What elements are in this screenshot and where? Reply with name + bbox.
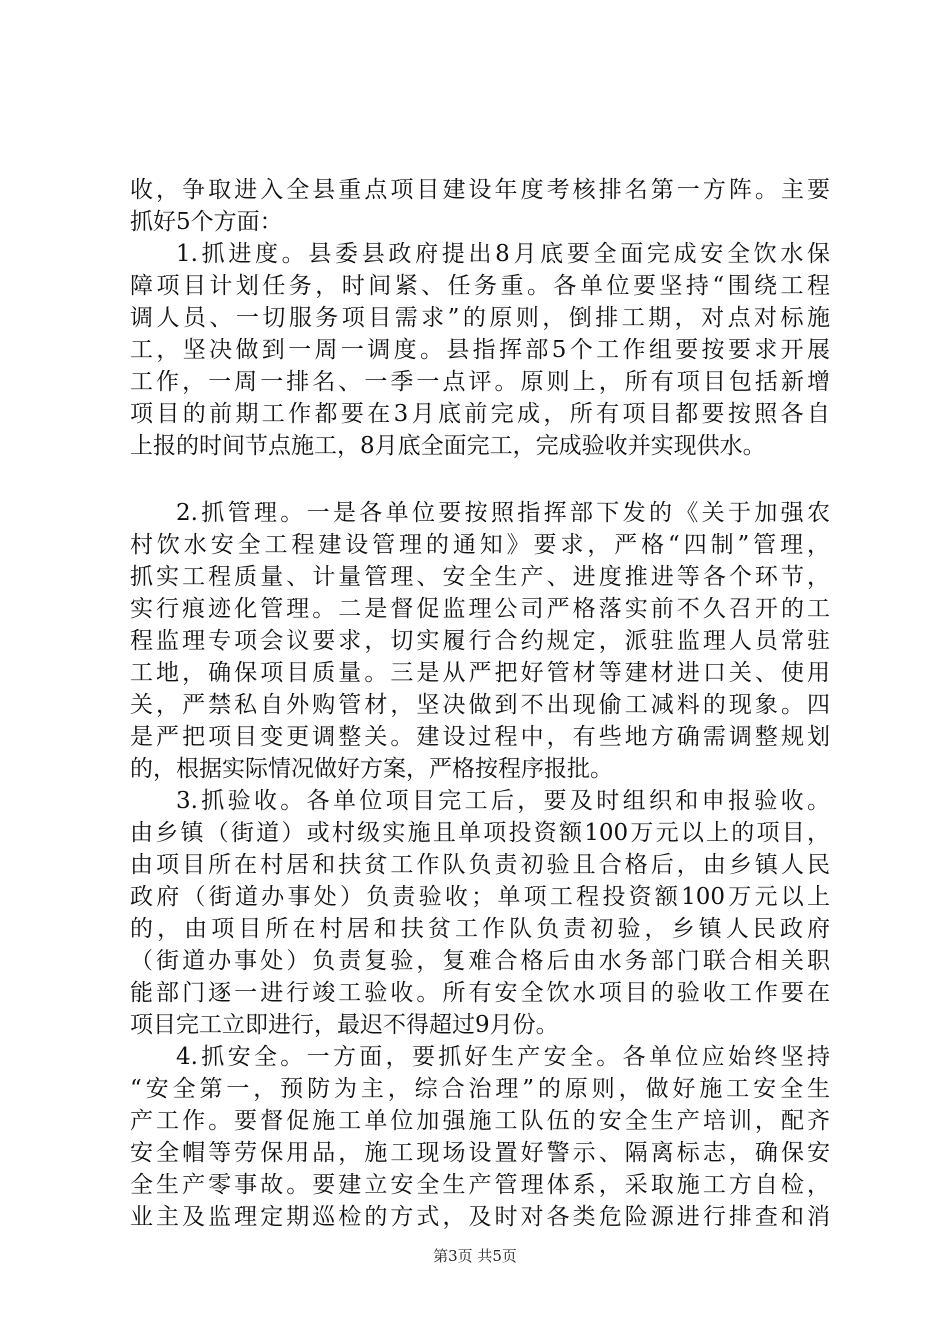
text-line: 是严把项目变更调整关。建设过程中，有些地方确需调整规划 <box>130 724 830 750</box>
text-line: 调人员、一切服务项目需求”的原则，倒排工期，对点对标施 <box>130 305 830 331</box>
text-line: 由乡镇（街道）或村级实施且单项投资额100万元以上的项目， <box>130 820 830 846</box>
text-line: 实行痕迹化管理。二是督促监理公司严格落实前不久召开的工 <box>130 596 830 622</box>
paragraph-first-line: 1.抓进度。县委县政府提出8月底要全面完成安全饮水保 <box>176 241 830 267</box>
paragraph-first-line: 4.抓安全。一方面，要抓好生产安全。各单位应始终坚持 <box>176 1044 830 1070</box>
text-line: 全生产零事故。要建立安全生产管理体系，采取施工方自检， <box>130 1172 830 1198</box>
text-line: 的，由项目所在村居和扶贫工作队负责初验，乡镇人民政府 <box>130 916 830 942</box>
text-line: 能部门逐一进行竣工验收。所有安全饮水项目的验收工作要在 <box>130 980 830 1006</box>
text-line: 工作，一周一排名、一季一点评。原则上，所有项目包括新增 <box>130 369 830 395</box>
text-line: 关，严禁私自外购管材，坚决做到不出现偷工减料的现象。四 <box>130 692 830 718</box>
text-line: 安全帽等劳保用品，施工现场设置好警示、隔离标志，确保安 <box>130 1140 830 1166</box>
text-line: 障项目计划任务，时间紧、任务重。各单位要坚持“围绕工程 <box>130 273 830 299</box>
text-line: 政府（街道办事处）负责验收；单项工程投资额100万元以上 <box>130 884 830 910</box>
text-line: 村饮水安全工程建设管理的通知》要求，严格“四制”管理， <box>130 532 830 558</box>
page-number-footer: 第3页 共5页 <box>433 1247 517 1265</box>
text-line: （街道办事处）负责复验，复难合格后由水务部门联合相关职 <box>130 948 830 974</box>
text-line: 的，根据实际情况做好方案，严格按程序报批。 <box>130 756 613 782</box>
text-line: “安全第一，预防为主，综合治理”的原则，做好施工安全生 <box>130 1076 830 1102</box>
text-line: 项目完工立即进行，最迟不得超过9月份。 <box>130 1012 559 1038</box>
paragraph-first-line: 3.抓验收。各单位项目完工后，要及时组织和申报验收。 <box>176 788 830 814</box>
text-line: 上报的时间节点施工，8月底全面完工，完成验收并实现供水。 <box>130 433 766 459</box>
text-line: 产工作。要督促施工单位加强施工队伍的安全生产培训，配齐 <box>130 1108 830 1134</box>
text-line: 由项目所在村居和扶贫工作队负责初验且合格后，由乡镇人民 <box>130 852 830 878</box>
text-line: 工地，确保项目质量。三是从严把好管材等建材进口关、使用 <box>130 660 830 686</box>
text-line: 业主及监理定期巡检的方式，及时对各类危险源进行排查和消 <box>130 1204 830 1230</box>
text-line: 工，坚决做到一周一调度。县指挥部5个工作组要按要求开展 <box>130 337 830 363</box>
document-body <box>130 174 830 1233</box>
text-line: 抓实工程质量、计量管理、安全生产、进度推进等各个环节， <box>130 564 830 590</box>
text-line: 程监理专项会议要求，切实履行合约规定，派驻监理人员常驻 <box>130 628 830 654</box>
paragraph-first-line: 2.抓管理。一是各单位要按照指挥部下发的《关于加强农 <box>176 500 830 526</box>
text-line: 项目的前期工作都要在3月底前完成，所有项目都要按照各自 <box>130 401 830 427</box>
text-line: 抓好5个方面： <box>130 209 283 235</box>
text-line: 收，争取进入全县重点项目建设年度考核排名第一方阵。主要 <box>130 177 830 203</box>
paragraph-gap <box>130 462 830 497</box>
